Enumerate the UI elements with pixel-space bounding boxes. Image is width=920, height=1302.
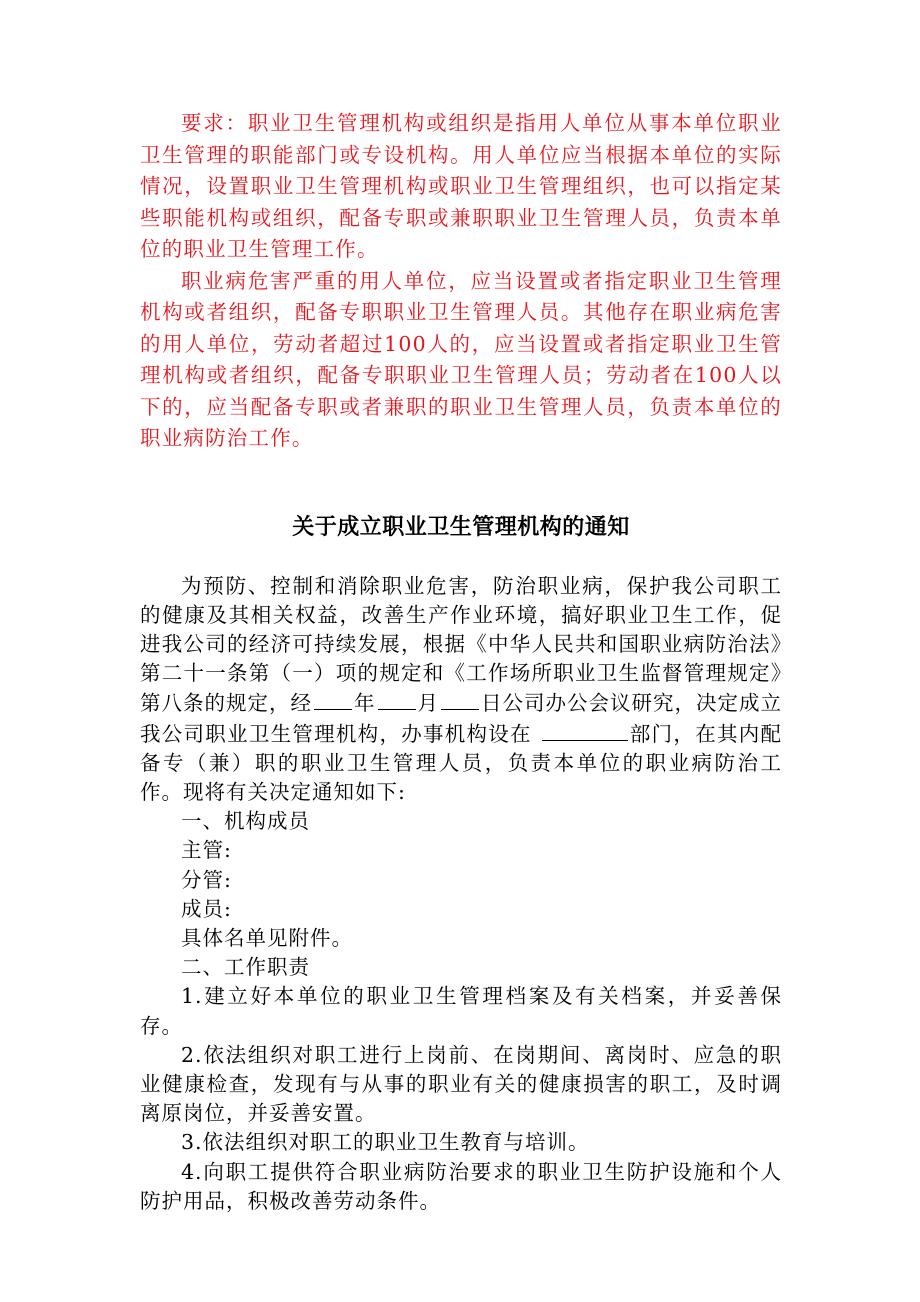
month-blank[interactable]	[378, 688, 416, 710]
requirement-paragraph: 职业病危害严重的用人单位，应当设置或者指定职业卫生管理机构或者组织，配备专职职业卫生管理人员。其他存在职业病危害的用人单位，劳动者超过100人的，应当设置或者指定职业卫生管理机构或者组织，配备专职职业卫生管理人员；劳动者在100人以下的，应当配备专职或者兼职的职业卫生管理人员，负责本单位的职业病防治工作。	[140, 268, 782, 450]
intro-text: 为预防、控制和消除职业危害，防治职业病，保护我公司职工的健康及其相关权益，改善生产作业环境，搞好职业卫生工作，促进我公司的经济可持续发展，根据《中华人民共和国职业病防治法》第二十一条第（一）项的规定和《工作场所职业卫生监督管理规定》第八条的规定，经	[140, 573, 782, 716]
section-heading: 一、机构成员	[181, 809, 310, 834]
department-blank[interactable]	[542, 719, 628, 741]
day-blank[interactable]	[441, 688, 479, 710]
duty-item: 1.建立好本单位的职业卫生管理档案及有关档案，并妥善保存。	[140, 984, 782, 1038]
department-label: 部门，在其内配备专（兼）职的职业卫生管理人员，负责本单位的职业病防治工作。现将有关决定通知如下:	[140, 721, 783, 804]
supervisor-line: 主管:	[181, 838, 232, 863]
notice-title: 关于成立职业卫生管理机构的通知	[292, 514, 630, 540]
day-label: 日公司办公会议研究，决定成立我公司职业卫生管理机构，办事机构设在	[140, 691, 782, 746]
month-label: 月	[417, 691, 439, 716]
duty-item: 3.依法组织对职工的职业卫生教育与培训。	[181, 1130, 590, 1155]
year-blank[interactable]	[314, 688, 352, 710]
deputy-line: 分管:	[181, 867, 232, 892]
intro-paragraph	[140, 572, 782, 808]
year-label: 年	[354, 691, 376, 716]
members-line: 成员:	[181, 896, 232, 921]
document-page	[140, 108, 782, 1216]
attachment-note: 具体名单见附件。	[181, 925, 353, 950]
notice-body	[140, 572, 782, 1216]
duty-item: 4.向职工提供符合职业病防治要求的职业卫生防护设施和个人防护用品，积极改善劳动条件。	[140, 1159, 782, 1213]
requirement-paragraph: 要求：职业卫生管理机构或组织是指用人单位从事本单位职业卫生管理的职能部门或专设机构。用人单位应当根据本单位的实际情况，设置职业卫生管理机构或职业卫生管理组织，也可以指定某些职能机构或组织，配备专职或兼职职业卫生管理人员，负责本单位的职业卫生管理工作。	[140, 111, 782, 261]
section-heading: 二、工作职责	[181, 955, 310, 980]
duty-item: 2.依法组织对职工进行上岗前、在岗期间、离岗时、应急的职业健康检查，发现有与从事的职业有关的健康损害的职工，及时调离原岗位，并妥善安置。	[140, 1042, 782, 1126]
requirement-note	[140, 108, 782, 455]
